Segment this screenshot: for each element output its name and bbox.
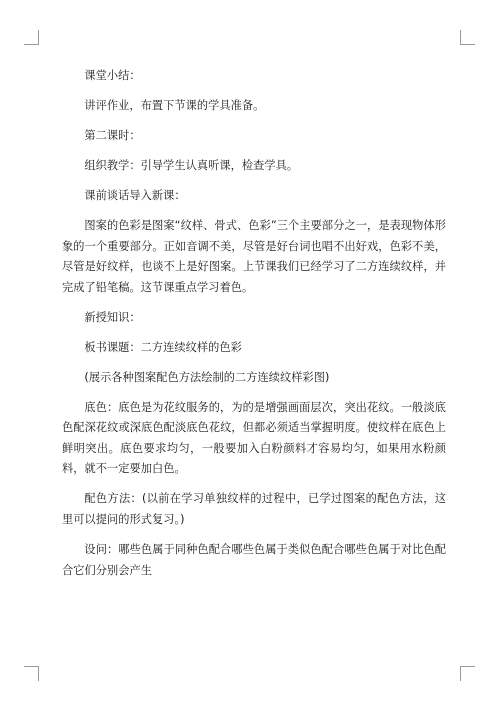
- paragraph-question: 设问：哪些色属于同种色配合哪些色属于类似色配合哪些色属于对比色配合它们分别会产生: [62, 542, 446, 577]
- paragraph-color-importance: 图案的色彩是图案“纹样、骨式、色彩”三个主要部分之一，是表现物体形象的一个重要部分。正如音调不美，尽管是好台词也唱不出好戏，色彩不美，尽管是好纹样，也谈不上是好图案。上节课我们已经学习了二方连续纹样，并完成了铅笔稿。这节课重点学习着色。: [62, 218, 446, 294]
- crop-mark-top-right: [460, 30, 475, 45]
- crop-mark-bottom-right: [460, 666, 475, 681]
- paragraph-display-note: (展示各种图案配色方法绘制的二方连续纹样彩图): [84, 370, 330, 384]
- heading-second-lesson: 第二课时：: [84, 128, 141, 142]
- paragraph-homework-review: 讲评作业，布置下节课的学具准备。: [84, 98, 265, 112]
- paragraph-lesson-title: 板书课题：二方连续纹样的色彩: [84, 340, 242, 354]
- paragraph-background-color: 底色：底色是为花纹服务的，为的是增强画面层次，突出花纹。一般淡底色配深花纹或深底色配淡底色花纹，但都必须适当掌握明度。使纹样在底色上鲜明突出。底色要求均匀，一般要加入白粉颜料才容易均匀，如果用水粉颜料，就不一定要加白色。: [62, 400, 446, 476]
- heading-new-knowledge: 新授知识：: [84, 310, 141, 324]
- crop-mark-top-left: [24, 30, 39, 45]
- paragraph-organize-teaching: 组织教学：引导学生认真听课，检查学具。: [84, 158, 299, 172]
- heading-lesson-summary: 课堂小结：: [84, 69, 141, 82]
- heading-introduction: 课前谈话导入新课：: [84, 188, 186, 202]
- paragraph-color-method: 配色方法：(以前在学习单独纹样的过程中，已学过图案的配色方法，这里可以提问的形式复习。): [62, 492, 446, 526]
- document-page: [62, 66, 446, 591]
- crop-mark-bottom-left: [24, 666, 39, 681]
